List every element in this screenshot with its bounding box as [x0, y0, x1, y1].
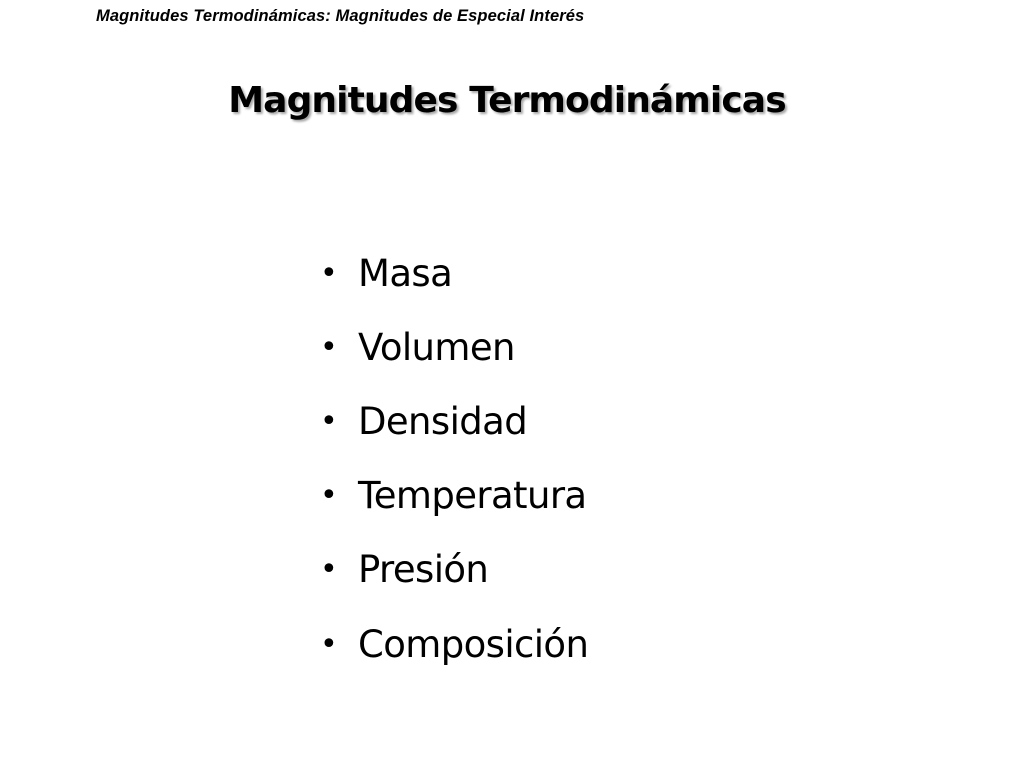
bullet-list: [320, 236, 588, 681]
bullet-item-composicion: [320, 607, 588, 681]
bullet-item-masa: [320, 236, 588, 310]
bullet-text: Volumen: [358, 325, 515, 369]
bullet-icon: •: [320, 255, 338, 291]
bullet-icon: •: [320, 329, 338, 365]
bullet-icon: •: [320, 552, 338, 588]
slide-title: Magnitudes Termodinámicas: [228, 80, 786, 121]
slide-header: Magnitudes Termodinámicas: Magnitudes de Especial Interés: [96, 7, 585, 25]
bullet-text: Presión: [358, 548, 489, 592]
bullet-icon: •: [320, 626, 338, 662]
bullet-text: Temperatura: [358, 474, 587, 518]
bullet-icon: •: [320, 478, 338, 514]
bullet-text: Densidad: [358, 399, 528, 443]
bullet-item-volumen: [320, 310, 588, 384]
bullet-item-presion: [320, 533, 588, 607]
bullet-text: Composición: [358, 622, 589, 666]
bullet-text: Masa: [358, 251, 453, 295]
bullet-item-temperatura: [320, 459, 588, 533]
bullet-icon: •: [320, 403, 338, 439]
bullet-item-densidad: [320, 384, 588, 458]
